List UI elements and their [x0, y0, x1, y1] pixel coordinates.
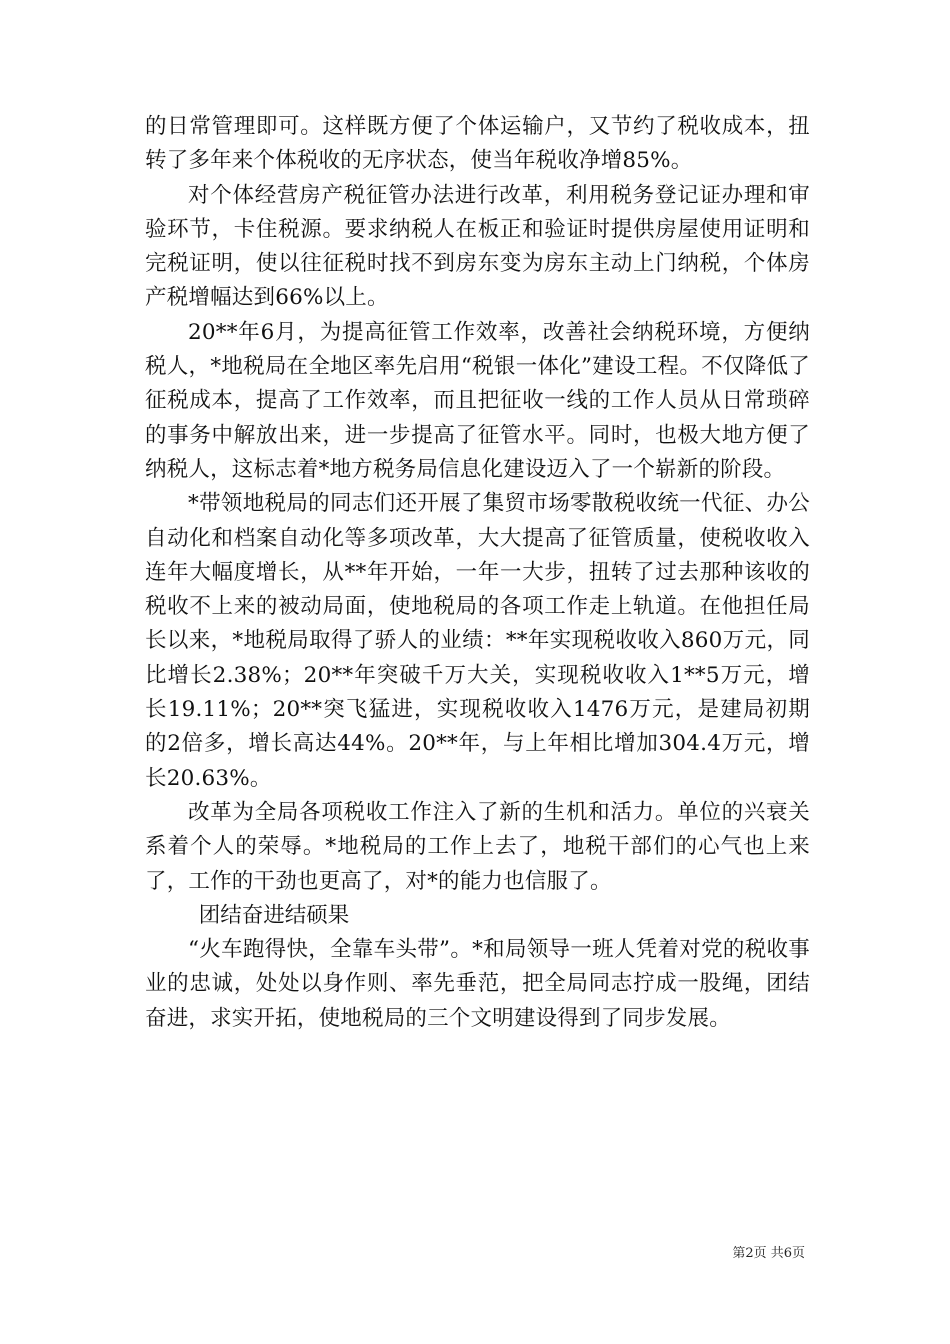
- paragraph-vitality: 改革为全局各项税收工作注入了新的生机和活力。单位的兴衰关系着个人的荣辱。*地税局的工作上去了，地税干部们的心气也上来了，工作的干劲也更高了，对*的能力也信服了。: [145, 799, 810, 894]
- paragraph-property-tax: 对个体经营房产税征管办法进行改革，利用税务登记证办理和审验环节，卡住税源。要求纳税人在板正和验证时提供房屋使用证明和完税证明，使以往征税时找不到房东变为房东主动上门纳税，个体房产税增幅达到66%以上。: [145, 182, 810, 311]
- page-number-footer: 第2页 共6页: [732, 1246, 805, 1261]
- paragraph-leadership: “火车跑得快，全靠车头带”。*和局领导一班人凭着对党的税收事业的忠诚，处处以身作则、率先垂范，把全局同志拧成一股绳，团结奋进，求实开拓，使地税局的三个文明建设得到了同步发展。: [145, 937, 810, 1031]
- paragraph-reform-results: *带领地税局的同志们还开展了集贸市场零散税收统一代征、办公自动化和档案自动化等多项改革，大大提高了征管质量，使税收收入连年大幅度增长，从**年开始，一年一大步，扭转了过去那种该收的税收不上来的被动局面，使地税局的各项工作走上轨道。在他担任局长以来，*地税局取得了骄人的业绩：**年实现税收收入860万元，同比增长2.38%；20**年突破千万大关，实现税收收入1**5万元，增长19.11%；20**突飞猛进，实现税收收入1476万元，是建局初期的2倍多，增长高达44%。20**年，与上年相比增加304.4万元，增长20.63%。: [145, 491, 810, 791]
- document-body: [145, 110, 810, 1036]
- paragraph-tax-bank-integration: 20**年6月，为提高征管工作效率，改善社会纳税环境，方便纳税人，*地税局在全地区率先启用“税银一体化”建设工程。不仅降低了征税成本，提高了工作效率，而且把征收一线的工作人员从日常琐碎的事务中解放出来，进一步提高了征管水平。同时，也极大地方便了纳税人，这标志着*地方税务局信息化建设迈入了一个崭新的阶段。: [145, 319, 810, 482]
- section-heading: 团结奋进结硕果: [198, 902, 350, 928]
- paragraph-continuation: 的日常管理即可。这样既方便了个体运输户，又节约了税收成本，扭转了多年来个体税收的无序状态，使当年税收净增85%。: [145, 114, 810, 174]
